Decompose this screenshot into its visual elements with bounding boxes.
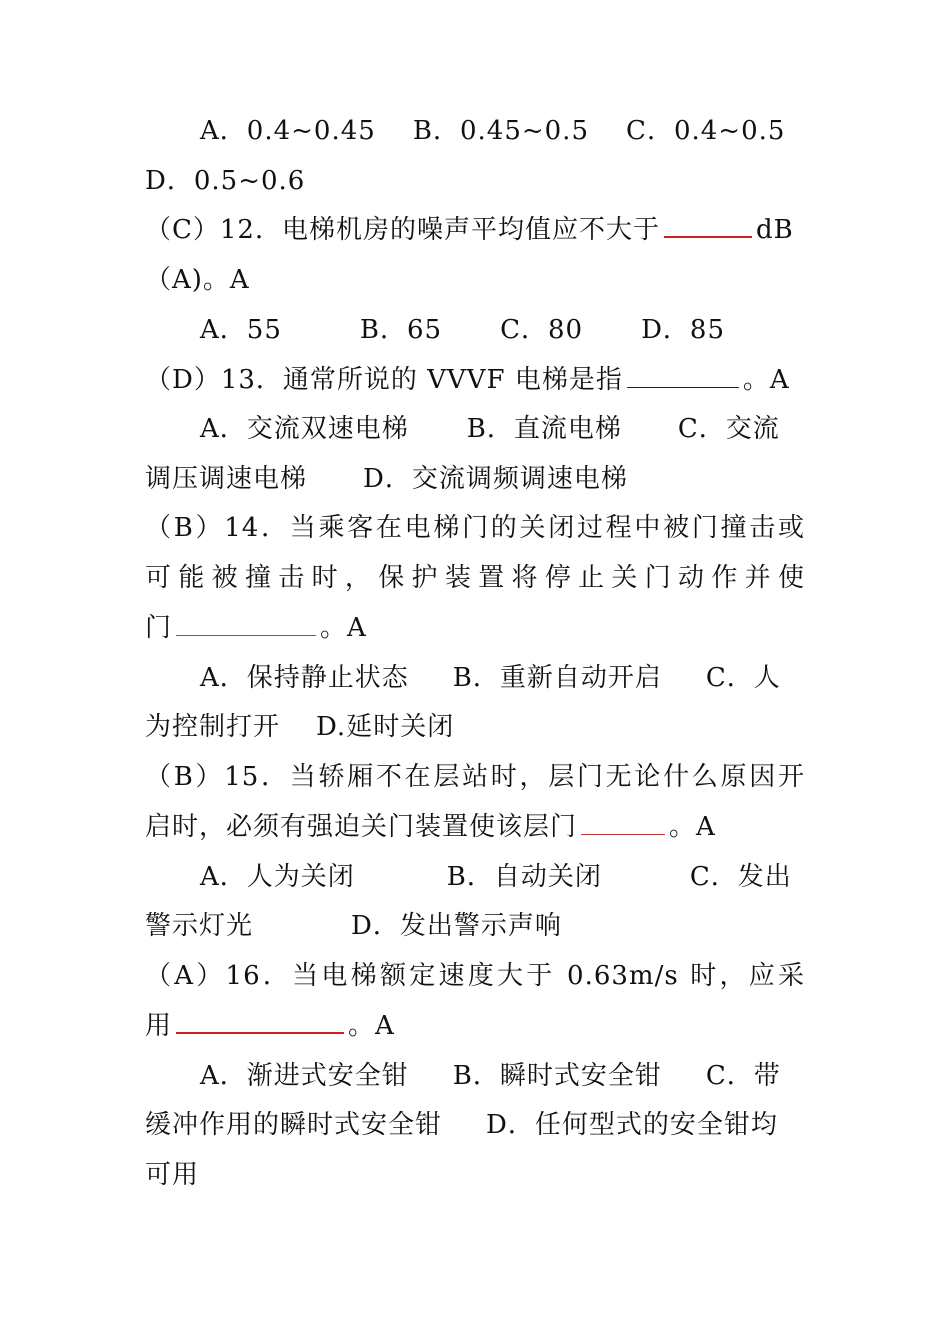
question-text: 门 [145, 613, 173, 643]
options-q15-cont [145, 901, 562, 951]
option-d: D．任何型式的安全钳均 [486, 1110, 778, 1140]
question-unit: dB [755, 215, 794, 245]
option-d-cont: 可用 [145, 1160, 200, 1190]
question-tail: 。A [742, 365, 790, 395]
option-c-cont: 缓冲作用的瞬时式安全钳 [145, 1110, 443, 1140]
option-c: C．交流 [677, 414, 780, 444]
option-c: C．带 [705, 1061, 781, 1091]
question-16-blank-line [145, 1001, 395, 1051]
question-15 [145, 752, 805, 802]
options-q14-cont [145, 702, 454, 752]
option-d: D．发出警示声响 [351, 911, 562, 941]
option-a: A．渐进式安全钳 [200, 1061, 409, 1091]
options-q16 [200, 1051, 781, 1101]
options-q16-cont [145, 1100, 778, 1150]
option-a: A．保持静止状态 [200, 663, 409, 693]
options-q13 [200, 404, 780, 454]
question-text: （D）13．通常所说的 VVVF 电梯是指 [145, 365, 623, 395]
option-c: C．发出 [689, 862, 792, 892]
option-b: B．瞬时式安全钳 [452, 1061, 662, 1091]
option-a: A．交流双速电梯 [200, 414, 409, 444]
answer-blank [176, 1031, 344, 1034]
question-14-blank-line [145, 603, 367, 653]
option-c: C．80 [500, 315, 584, 345]
option-d: D.延时关闭 [316, 712, 455, 742]
options-q12 [200, 305, 725, 355]
question-15-cont [145, 802, 716, 852]
option-d: D．交流调频调速电梯 [363, 464, 628, 494]
option-text: A．0.4~0.45 B．0.45~0.5 C．0.4~0.5 [200, 116, 786, 146]
question-13 [145, 355, 790, 405]
option-b: B．自动关闭 [446, 862, 602, 892]
option-b: B．直流电梯 [466, 414, 622, 444]
option-a: A．55 [200, 315, 282, 345]
answer-blank [627, 386, 739, 388]
answer-blank [664, 235, 752, 238]
question-12 [145, 205, 794, 255]
option-text: D．0.5~0.6 [145, 166, 306, 196]
option-a-cont: 调压调速电梯 [145, 464, 308, 494]
answer-blank [176, 634, 316, 636]
option-b: B．重新自动开启 [452, 663, 662, 693]
answer-blank [581, 833, 665, 835]
question-tail: 。A [320, 613, 367, 643]
question-14 [145, 503, 805, 553]
option-c: C．人 [705, 663, 781, 693]
options-q13-cont [145, 454, 628, 504]
options-q11-cont [145, 156, 305, 206]
options-q15 [200, 852, 792, 902]
question-text: （C）12．电梯机房的噪声平均值应不大于 [145, 215, 660, 245]
question-16 [145, 951, 805, 1001]
question-text: 启时，必须有强迫关门装置使该层门 [145, 812, 578, 842]
question-tail: 。A [669, 812, 716, 842]
option-d: D．85 [641, 315, 725, 345]
options-q14 [200, 653, 781, 703]
option-a: A．人为关闭 [200, 862, 355, 892]
question-text: （A）16．当电梯额定速度大于 0.63m/s 时，应采 [145, 961, 805, 991]
options-q16-cont2 [145, 1150, 199, 1200]
question-text: 用 [145, 1011, 173, 1041]
option-c-cont: 警示灯光 [145, 911, 254, 941]
question-text: （A)。A [145, 265, 250, 295]
option-b: B．65 [359, 315, 443, 345]
question-14-cont [145, 553, 805, 603]
option-c-cont: 为控制打开 [145, 712, 281, 742]
options-q11 [200, 106, 785, 156]
question-text: 可能被撞击时，保护装置将停止关门动作并使 [145, 563, 805, 593]
question-text: （B）15．当轿厢不在层站时，层门无论什么原因开 [145, 762, 805, 792]
question-text: （B）14．当乘客在电梯门的关闭过程中被门撞击或 [145, 513, 805, 543]
question-12-cont [145, 255, 250, 305]
question-tail: 。A [348, 1011, 395, 1041]
